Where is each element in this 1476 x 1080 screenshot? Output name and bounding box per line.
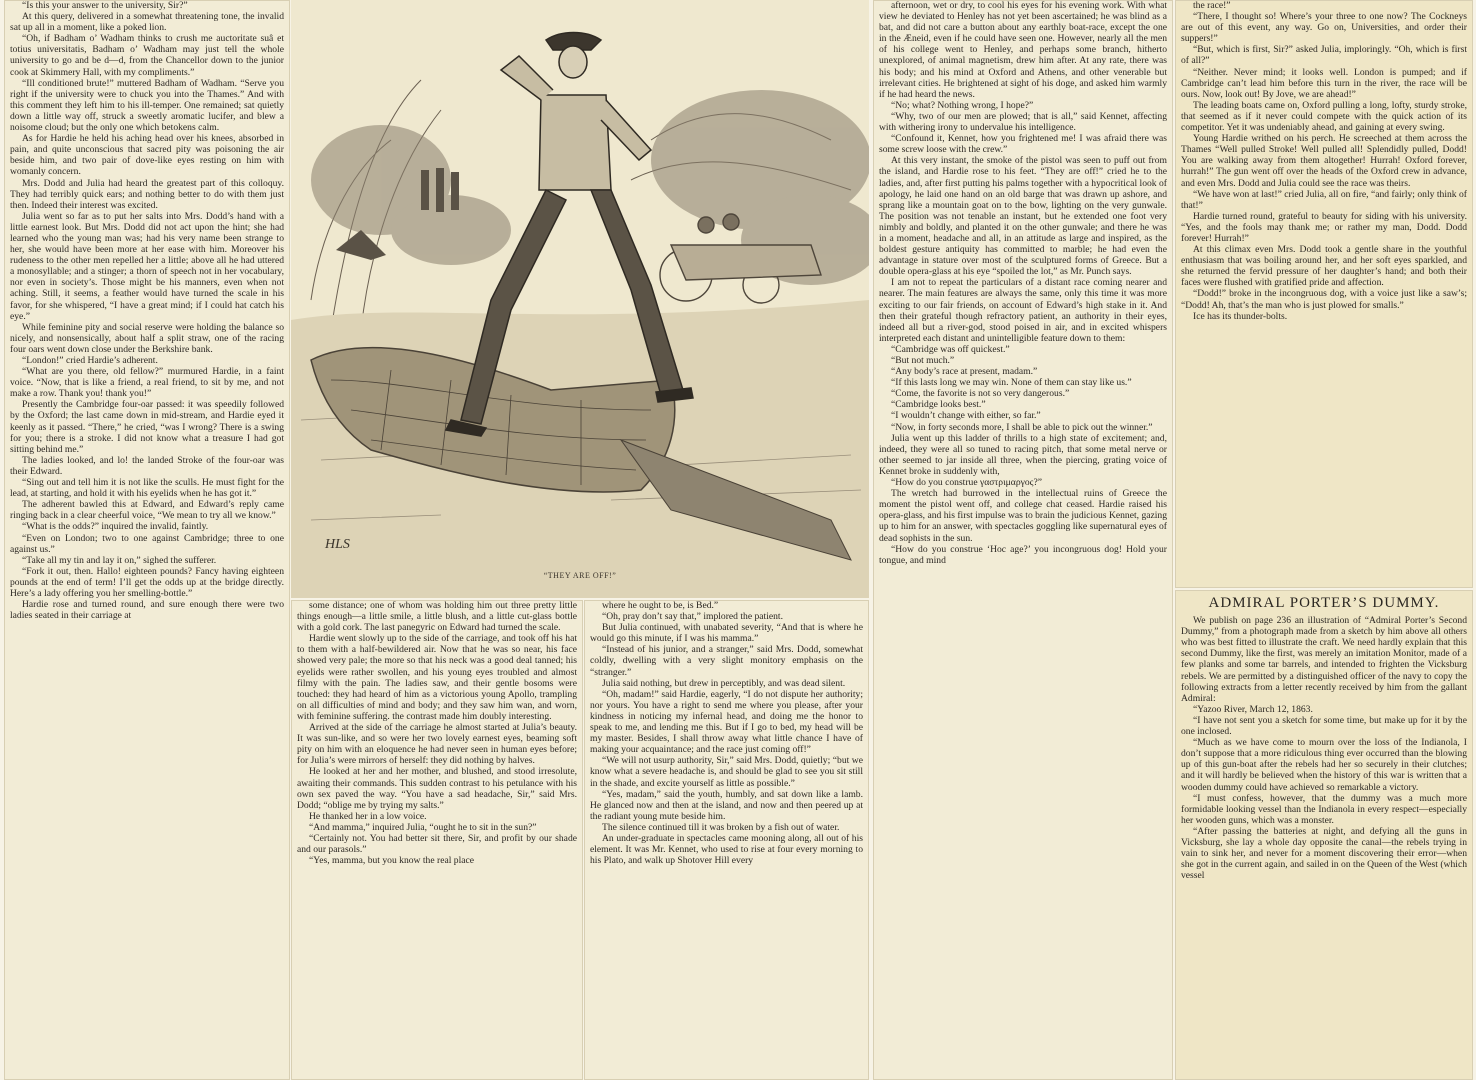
paragraph: “Sing out and tell him it is not like the sculls. He must fight for the lead, at starting, and hold it with his eyelids when he has got it.” bbox=[10, 477, 284, 500]
paragraph: “Oh, pray don’t say that,” implored the patient. bbox=[602, 611, 783, 623]
paragraph: But Julia continued, with unabated severity, “And that is where he would go this minute, if I was his mamma.” bbox=[590, 622, 863, 645]
paragraph: “How do you construe γαστριμαργος?” bbox=[891, 477, 1042, 489]
paragraph: “And mamma,” inquired Julia, “ought he to sit in the sun?” bbox=[309, 821, 537, 833]
paragraph: “What is the odds?” inquired the invalid, faintly. bbox=[22, 521, 209, 533]
column-3-clipping bbox=[584, 600, 869, 1080]
paragraph: I am not to repeat the particulars of a distant race coming nearer and nearer. The main features are always the same, only this time it was more exciting to our fair friends, on account of Edward’s high stake in it. And then their grateful though refractory patient, an authority in their eyes, indeed all but a river-god, stood poised in air, and in excited whispers interpreted each distant and unintelligible feature down to them: bbox=[879, 277, 1167, 344]
paragraph: Hardie turned round, grateful to beauty for siding with his university. “Yes, and the fools may thank me; or rather my man, Dodd. Dodd forever! Hurrah!” bbox=[1181, 210, 1467, 244]
paragraph: As for Hardie he held his aching head over his knees, absorbed in pain, and quite unconscious that sacred pity was poisoning the air beside him, and two pair of dove-like eyes resting on him with womanly concern. bbox=[10, 133, 284, 178]
paragraph: The wretch had burrowed in the intellectual ruins of Greece the moment the pistol went off, and college chat ceased. Hardie raised his opera-glass, and his first impulse was to brain the judicious Kennet, gazing up to him for an answer, with spectacles goggling like supernatural eyes of dead sophists in the sun. bbox=[879, 488, 1168, 544]
paragraph: “Come, the favorite is not so very dangerous.” bbox=[891, 388, 1070, 400]
illustration-signature: HLS bbox=[325, 537, 350, 552]
paragraph: “We have won at last!” cried Julia, all on fire, “and fairly; only think of that!” bbox=[1181, 188, 1467, 211]
paragraph: “But not much.” bbox=[891, 355, 955, 366]
paragraph: He looked at her and her mother, and blushed, and stood irresolute, awaiting their commands. This sudden contrast to his petulance with his own sex paved the way. “You have a sad headache, Sir,” said Mrs. Dodd; “oblige me by trying my salts.” bbox=[297, 766, 577, 811]
paragraph: “Take all my tin and lay it on,” sighed the sufferer. bbox=[22, 554, 217, 566]
paragraph: Julia said nothing, but drew in perceptibly, and was dead silent. bbox=[602, 677, 846, 689]
column-3-text bbox=[584, 600, 869, 866]
paragraph: “I wouldn’t change with either, so far.” bbox=[891, 410, 1041, 422]
paragraph: “London!” cried Hardie’s adherent. bbox=[22, 355, 158, 366]
paragraph: “How do you construe ‘Hoc age?’ you incongruous dog! Hold your tongue, and mind bbox=[879, 543, 1167, 566]
paragraph: “Cambridge was off quickest.” bbox=[891, 343, 1010, 355]
paragraph: At this very instant, the smoke of the pistol was seen to puff out from the island, and Hardie rose to his feet. “They are off!” cried he to the ladies, and, after first putting his palms together with a hypocritical look of apology, he laid one hand on an old barge that was drawn up ashore, and sprang like a mountain goat on to the bow, lighting on the very gunwale. The position was not tenable an instant, but he extended one foot very nimbly and boldly, and planted it on the other gunwale; and there he was in a moment, headache and all, in an attitude as large and inspired, as the boldest gesture antiquity has committed to marble; he had even the advantage in stature over most of the sculptured forms of Greece. But a double opera-glass at his eye “spoiled the lot,” as Mr. Punch says. bbox=[879, 155, 1167, 278]
column-5-text bbox=[1175, 0, 1473, 322]
paragraph: “Yes, madam,” said the youth, humbly, and sat down like a lamb. He glanced now and then at the island, and now and then peered up at the radiant young mute beside him. bbox=[590, 788, 863, 822]
paragraph: Julia went so far as to put her salts into Mrs. Dodd’s hand with a little earnest look. But Mrs. Dodd did not act upon the hint; she had learned who the young man was; had his very name been strange to her, she would have been more at her ease with him. Moreover his rudeness to the other men repelled her a little; above all he had uttered a monosyllable; and a stinger; a thorn of speech not in her vocabulary, nor even in society’s. Those might be his manners, even when not aching. Still, it seems, a feather would have turned the scale in his favor, for she whispered, “I have a great mind; if I could hat catch his eye.” bbox=[10, 210, 284, 322]
illustration-caption: “THEY ARE OFF!” bbox=[543, 571, 617, 580]
paragraph: The leading boats came on, Oxford pulling a long, lofty, sturdy stroke, that seemed as if it never could compete with the quick action of its competitor. Yet it was undeniably ahead, and gaining at every swing. bbox=[1181, 99, 1467, 134]
column-6-text bbox=[1175, 595, 1473, 882]
paragraph: “I must confess, however, that the dummy was a much more formidable looking vessel than the Indianola in every respect—especially her wooden guns, which was a monster. bbox=[1181, 792, 1467, 826]
paragraph: Arrived at the side of the carriage he almost started at Julia’s beauty. It was sun-like, and so were her two lovely earnest eyes, beaming soft pity on him with an eloquence he had never seen in human eyes before; for Julia’s were mirrors of herself: they did nothing by halves. bbox=[297, 722, 577, 767]
paragraph: An under-graduate in spectacles came mooning along, all out of his element. It was Mr. Kennet, who used to rise at four every morning to his Plato, and walk up Shotover Hill every bbox=[590, 832, 863, 867]
paragraph: “I have not sent you a sketch for some time, but make up for it by the one inclosed. bbox=[1181, 714, 1467, 738]
paragraph: “There, I thought so! Where’s your three to one now? The Cockneys are out of this event, any way. Go on, Universities, and order their suppers!” bbox=[1181, 11, 1467, 45]
paragraph: “No; what? Nothing wrong, I hope?” bbox=[891, 99, 1034, 111]
engraving-illustration bbox=[291, 0, 869, 598]
paragraph: “Even on London; two to one against Cambridge; three to one against us.” bbox=[10, 532, 284, 555]
illustration-clipping bbox=[291, 0, 869, 598]
column-4-text bbox=[873, 0, 1173, 566]
paragraph: At this climax even Mrs. Dodd took a gentle share in the youthful enthusiasm that was boiling around her, and her soft eyes sparkled, and she returned the fervid pressure of her daughter’s hand; and both their faces were flushed with gratified pride and affection. bbox=[1181, 244, 1467, 289]
paragraph: “Now, in forty seconds more, I shall be able to pick out the winner.” bbox=[891, 421, 1153, 433]
paragraph: “Oh, if Badham o’ Wadham thinks to crush me auctoritate suâ et totius universitatis, Badham o’ Wadham may just tell the whole university to go and be d—d, from the Chancellor down to the junior cook at Skimmery Hall, with my compliments.” bbox=[10, 33, 284, 78]
column-1-text bbox=[4, 0, 290, 621]
paragraph: “Is this your answer to the university, Sir?” bbox=[22, 0, 188, 11]
paragraph: He thanked her in a low voice. bbox=[309, 810, 427, 822]
paragraph: Hardie rose and turned round, and sure enough there were two ladies seated in their carriage at bbox=[10, 599, 284, 622]
paragraph: “Much as we have come to mourn over the loss of the Indianola, I don’t suppose that a more ridiculous thing ever occurred than the blowing up of this gun-boat after the rebels had her so securely in their clutches; and it will hardly be believed when the history of this war is written that a wooden dummy could have achieved so remarkable a victory. bbox=[1181, 737, 1467, 793]
paragraph: “Oh, madam!” said Hardie, eagerly, “I do not dispute her authority; nor yours. You have a right to send me where you please, after your kindness in noticing my infernal head, and doing me the honor to speak to me, and lending me this. But if I go to bed, my head will be my master. Besides, I shall throw away what little chance I have of making your acquaintance; and the race just coming off!” bbox=[590, 688, 863, 756]
paragraph: We publish on page 236 an illustration of “Admiral Porter’s Second Dummy,” from a photograph made from a sketch by him above all others who was best fitted to illustrate the craft. We need hardly explain that this second Dummy, like the first, was merely an imitation Monitor, made of a few planks and some tar barrels, and intended to frighten the Vicksburg rebels. We are permitted by a distinguished officer of the navy to copy the following extracts from a letter recently received by him from the gallant Admiral: bbox=[1181, 615, 1467, 704]
paragraph: “We will not usurp authority, Sir,” said Mrs. Dodd, quietly; “but we know what a severe headache is, and should be glad to see you sit still in the shade, and excite yourself as little as possible.” bbox=[590, 755, 863, 789]
paragraph: “Fork it out, then. Hallo! eighteen pounds? Fancy having eighteen pounds at the end of term! I’ll get the odds up at the bridge directly. Here’s a lady offering you her smelling-bottle.” bbox=[10, 565, 284, 599]
paragraph: “Yazoo River, March 12, 1863. bbox=[1193, 703, 1313, 715]
paragraph: the race!” bbox=[1193, 0, 1231, 11]
paragraph: “But, which is first, Sir?” asked Julia, imploringly. “Oh, which is first of all?” bbox=[1181, 44, 1467, 67]
paragraph: “What are you there, old fellow?” murmured Hardie, in a faint voice. “Now, that is like a friend, a real friend, to sit by me, and not make a row. Thank you! thank you!” bbox=[10, 366, 284, 400]
paragraph: Ice has its thunder-bolts. bbox=[1193, 310, 1288, 322]
paragraph: afternoon, wet or dry, to cool his eyes for his evening work. With what view he deviated to Henley has not yet been ascertained; he was blind as a bat, and did not care a button about any earthly boat-race, except the one in the Æneid, even if he could have seen one. However, nearly all the men of his college went to Henley, and perhaps some branch, hitherto unexplored, of animal magnetism, drew him after. At any rate, there was his body; and his mind at Oxford and Athens, and other venerable but irrelevant cities. He brightened at sight of his doge, and asked him warmly if he had heard the news. bbox=[879, 0, 1167, 100]
paragraph: “Why, two of our men are plowed; that is all,” said Kennet, affecting with withering irony to undervalue his intelligence. bbox=[879, 110, 1167, 134]
paragraph: “Any body’s race at present, madam.” bbox=[891, 366, 1038, 378]
column-4-clipping bbox=[873, 0, 1173, 1080]
paragraph: “Cambridge looks best.” bbox=[891, 399, 986, 411]
paragraph: The ladies looked, and lo! the landed Stroke of the four-oar was their Edward. bbox=[10, 454, 284, 477]
column-5-clipping bbox=[1175, 0, 1473, 588]
article-heading: ADMIRAL PORTER’S DUMMY. bbox=[1208, 595, 1440, 611]
paragraph: Presently the Cambridge four-oar passed: it was speedily followed by the Oxford; the last came down in mid-stream, and Hardie eyed it keenly as it passed. “There,” he cried, “was I wrong? There is a swing for you; there is a stroke. I did not know what a treasure I had got sitting behind me.” bbox=[10, 399, 284, 455]
paragraph: “Instead of his junior, and a stranger,” said Mrs. Dodd, somewhat coldly, dwelling with a very slight monitory emphasis on the “stranger.” bbox=[590, 644, 863, 678]
paragraph: “Neither. Never mind; it looks well. London is pumped; and if Cambridge can’t lead him before this turn in the river, the race will be ours. Now, look out! By Jove, we are ahead!” bbox=[1181, 66, 1467, 100]
paragraph: “Yes, mamma, but you know the real place bbox=[309, 855, 475, 867]
column-6-clipping bbox=[1175, 590, 1473, 1080]
paragraph: some distance; one of whom was holding him out three pretty little things enough—a little smile, a little blush, and a little cut-glass bottle with a gold cork. The last panegyric on Edward had turned the scale. bbox=[297, 600, 577, 634]
column-1-clipping bbox=[4, 0, 290, 1080]
paragraph: The adherent bawled this at Edward, and Edward’s reply came ringing back in a clear cheerful voice, “We mean to try all we know.” bbox=[10, 499, 284, 522]
paragraph: Mrs. Dodd and Julia had heard the greatest part of this colloquy. They had terribly quick ears; and nothing better to do with them just then. Indeed their interest was excited. bbox=[10, 177, 284, 211]
paragraph: Julia went up this ladder of thrills to a high state of excitement; and, indeed, they were all so tuned to racing pitch, that some metal nerve or other seemed to jar inside all three, when the piercing, grating voice of Kennet broke in suddenly with, bbox=[879, 432, 1167, 477]
paragraph: While feminine pity and social reserve were holding the balance so nicely, and nonsensically, about half a split straw, one of the racing four oars went down close under the Berkshire bank. bbox=[10, 321, 284, 355]
column-2-clipping bbox=[291, 600, 583, 1080]
paragraph: The silence continued till it was broken by a fish out of water. bbox=[602, 821, 840, 833]
paragraph: At this query, delivered in a somewhat threatening tone, the invalid sat up all in a moment, like a poked lion. bbox=[10, 11, 284, 34]
paragraph: where he ought to be, is Bed.” bbox=[602, 600, 719, 611]
paragraph: Young Hardie writhed on his perch. He screeched at them across the Thames “Well pulled Stroke! Well pulled all! Splendidly pulled, Dodd! You are walking away from them altogether! Hurrah! Oxford forever, hurrah!” The gun went off over the heads of the Oxford crew in advance, and even Mrs. Dodd and Julia could see the race was theirs. bbox=[1181, 133, 1467, 189]
column-2-text bbox=[291, 600, 583, 866]
paragraph: “Confound it, Kennet, how you frightened me! I was afraid there was some screw loose with the crew.” bbox=[879, 133, 1167, 156]
paragraph: “Ill conditioned brute!” muttered Badham of Wadham. “Serve you right if the university were to chuck you into the Thames.” And with this comment they left him to his ill-temper. One remained; sat quietly down a little way off, struck a sweetly aromatic lucifer, and blew a noisome cloud; but the only one which betokens calm. bbox=[10, 77, 284, 134]
paragraph: Hardie went slowly up to the side of the carriage, and took off his hat to them with a half-bewildered air. Now that he was so near, his face showed very pale; the more so that his neck was a good deal tanned; his eyelids were rather swollen, and his young eyes troubled and almost filmy with the pain. The ladies saw, and their gentle bosoms were touched: they had heard of him as a victorious young Apollo, trampling on all difficulties of mind and body; and they saw him wan, and worn, with feminine suffering. the contrast made him doubly interesting. bbox=[297, 633, 577, 722]
paragraph: “After passing the batteries at night, and defying all the guns in Vicksburg, she lay a whole day opposite the canal—the rebels trying in vain to sink her, and never for a moment discovering their error—when she got in the current again, and sailed in on the Queen of the West (which vessel bbox=[1181, 825, 1467, 882]
paragraph: “Dodd!” broke in the incongruous dog, with a voice just like a saw’s; “Dodd! Ah, that’s the man who is just plowed for smalls.” bbox=[1181, 288, 1467, 311]
paragraph: “Certainly not. You had better sit there, Sir, and profit by our shade and our parasols.” bbox=[297, 832, 577, 856]
paragraph: “If this lasts long we may win. None of them can stay like us.” bbox=[891, 377, 1132, 389]
